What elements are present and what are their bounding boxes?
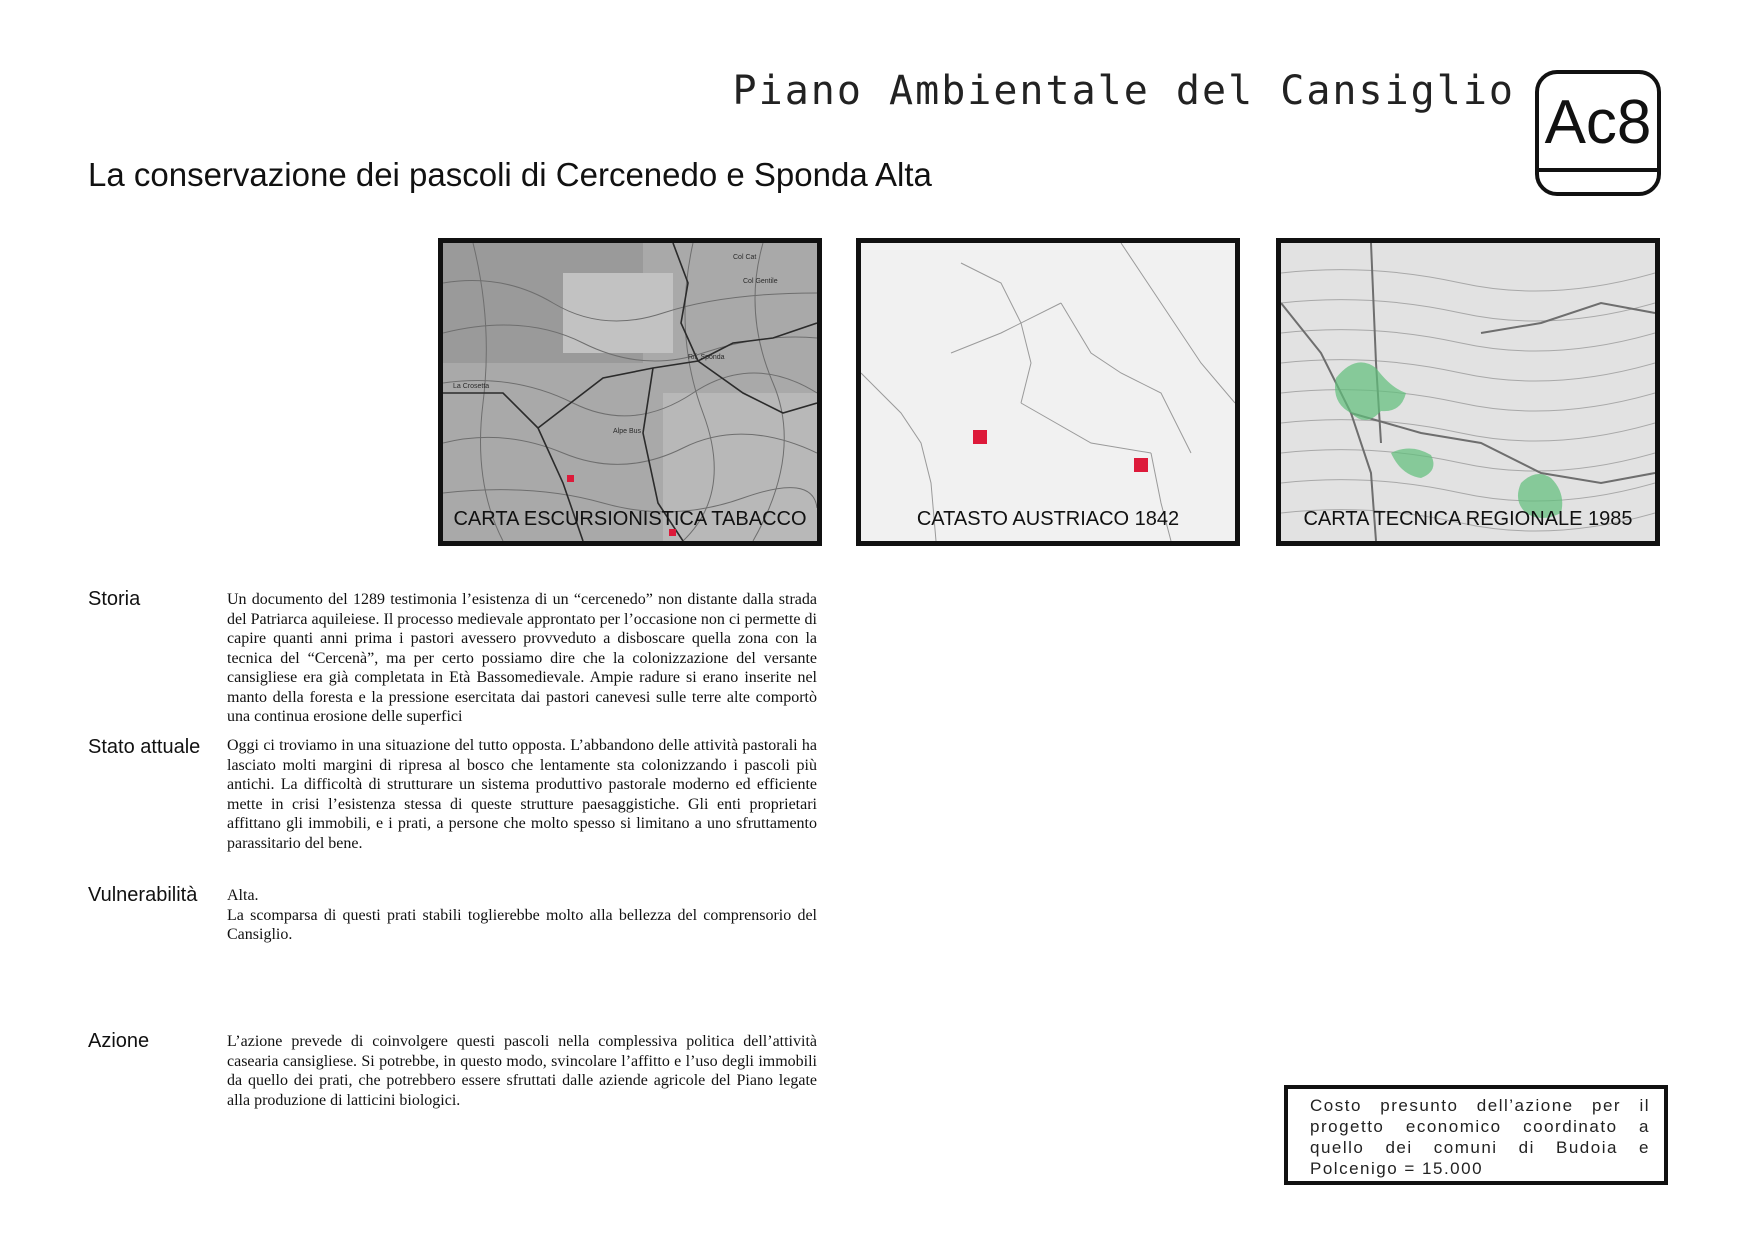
section-text-stato-attuale: [227, 736, 817, 853]
section-paragraph: Oggi ci troviamo in una situazione del tutto opposta. L’abbandono delle attività pastorali ha lasciato molti margini di ripresa al bosco che lentamente sta colonizzando i pascoli più antichi. La difficoltà di strutturare un sistema produttivo pastorale moderno ed efficiente mette in crisi l’esistenza stessa di queste strutture paesaggistiche. Gli enti proprietari affittano gli immobili, e i prati, a persone che molto spesso si limitano a uno sfruttamento parassitario del bene.: [227, 737, 817, 852]
map-catasto: [856, 238, 1240, 546]
map-tabacco-image: [443, 243, 817, 541]
sheet-code-badge: [1535, 70, 1661, 196]
section-paragraph-first: Alta.: [227, 887, 259, 904]
section-paragraph: Un documento del 1289 testimonia l’esistenza di un “cercenedo” non distante dalla strada del Patriarca aquileiese. Il processo medievale approntato per l’occasione non ci permette di capire quanti anni prima i pastori avessero provveduto a disboscare quella zona con la tecnica del “Cercenà”, ma per certo possiamo dire che la colonizzazione del versante cansigliese era già completata in Età Bassomedievale. Ampie radure si erano inserite nel manto della foresta e la pressione esercitata dai pastori canevesi sulle terre alte comportò una continua erosione delle superfici: [227, 591, 817, 725]
map-ctr-image: [1281, 243, 1655, 541]
map-catasto-image: [861, 243, 1235, 541]
map-ctr: [1276, 238, 1660, 546]
section-label-vulnerabilita: Vulnerabilità: [88, 884, 198, 906]
map-caption: CARTA ESCURSIONISTICA TABACCO: [453, 508, 807, 530]
section-label-storia: Storia: [88, 588, 141, 610]
cost-estimate-box: Costo presunto dell’azione per il progetto economico coordinato a quello dei comuni di Budoia e Polcenigo = 15.000: [1284, 1085, 1668, 1185]
section-text-storia: [227, 590, 817, 732]
section-paragraph: L’azione prevede di coinvolgere questi pascoli nella complessiva politica dell’attività casearia cansigliese. Si potrebbe, in questo modo, svincolare l’affitto e l’uso degli immobili da quello dei prati, che potrebbero essere sfruttati dalle aziende agricole del Piano legate alla produzione di latticini biologici.: [227, 1033, 817, 1109]
map-caption: CARTA TECNICA REGIONALE 1985: [1303, 508, 1633, 530]
plan-title: Piano Ambientale del Cansiglio: [732, 68, 1515, 114]
section-text-vulnerabilita: [227, 886, 817, 945]
svg-text:Col Cat: Col Cat: [733, 254, 757, 261]
page-title: La conservazione dei pascoli di Cercenedo e Sponda Alta: [88, 156, 932, 193]
svg-text:Col Gentile: Col Gentile: [743, 278, 778, 285]
svg-text:Rif. Sponda: Rif. Sponda: [688, 354, 725, 361]
sheet-code: Ac8: [1544, 88, 1652, 157]
map-tabacco: [438, 238, 822, 546]
svg-text:La Crosetta: La Crosetta: [453, 383, 490, 390]
badge-divider: [1539, 168, 1657, 172]
map-caption: CATASTO AUSTRIACO 1842: [916, 508, 1180, 530]
section-label-azione: Azione: [88, 1030, 150, 1052]
section-paragraph: La scomparsa di questi prati stabili toglierebbe molto alla bellezza del comprensorio del Cansiglio.: [227, 906, 817, 943]
svg-text:Alpe Bus: Alpe Bus: [613, 428, 642, 435]
section-label-stato-attuale: Stato attuale: [88, 736, 201, 758]
section-text-azione: [227, 1032, 817, 1110]
